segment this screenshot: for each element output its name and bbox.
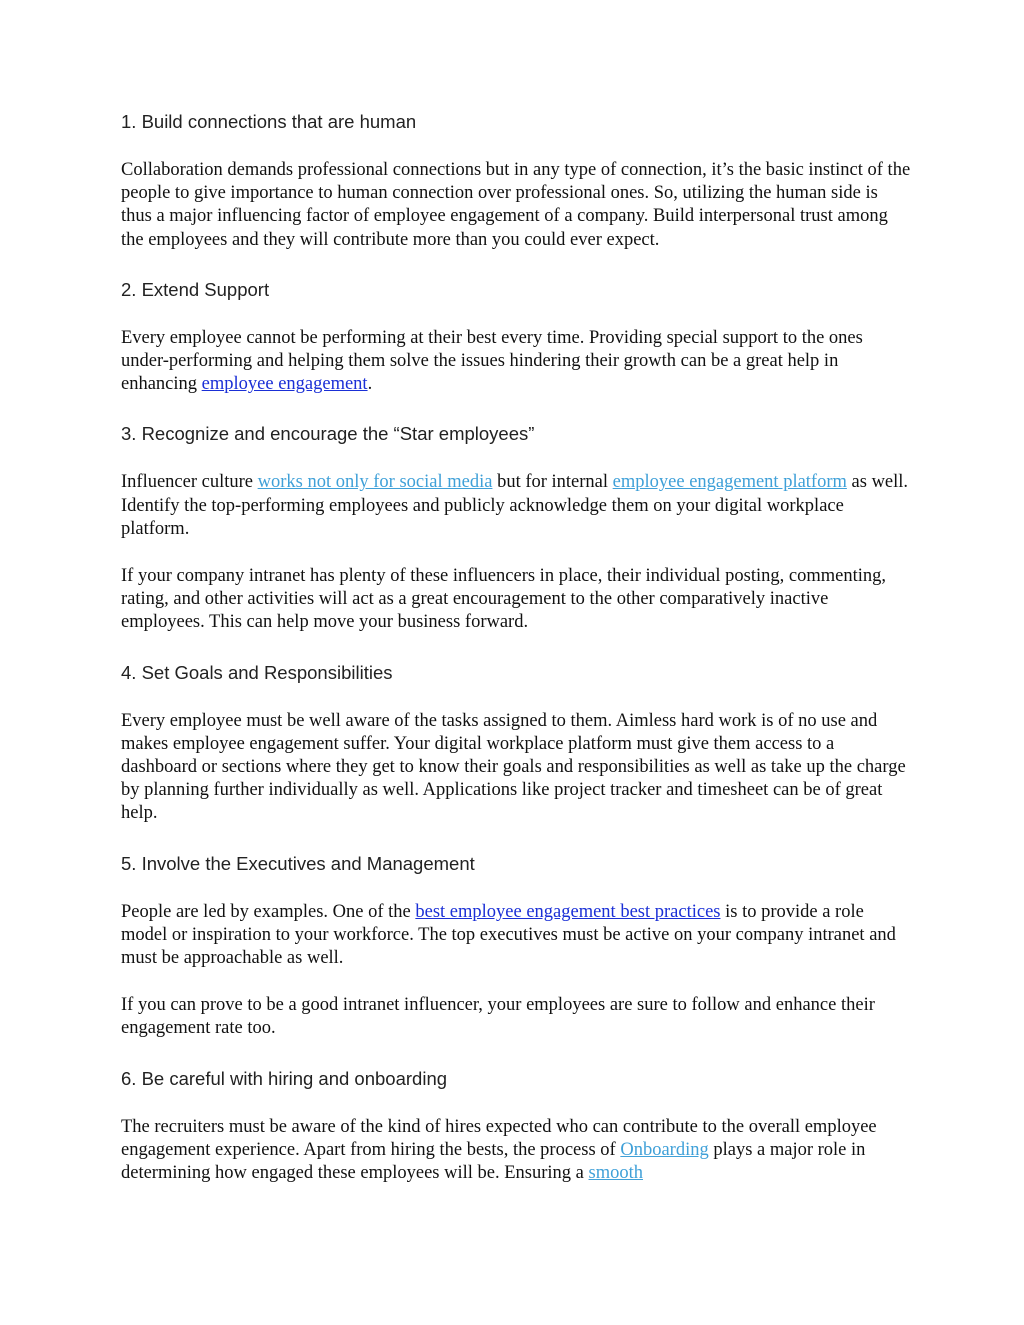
document-page [121,110,911,1209]
section-6-text-before: The recruiters must be aware of the kind of hires expected who can contribute to the overall employee engagement experience. Apart from hiring the bests, the process of [121,1116,877,1160]
section-3-text-after: as well. Identify the top-performing employees and publicly acknowledge them on your digital workplace platform. [121,472,909,539]
section-6-heading: 6. Be careful with hiring and onboarding [121,1067,448,1089]
section-3-paragraph-1 [121,471,911,541]
section-1-paragraph: Collaboration demands professional connections but in any type of connection, it’s the basic instinct of the people to give importance to human connection over professional ones. So, utilizing the human side is thus a major influencing factor of employee engagement of a company. Build interpersonal trust among the employees and they will contribute more than you could ever expect. [121,160,911,250]
section-5-text-before: People are led by examples. One of the [121,901,416,922]
section-6-text-mid: plays a major role in determining how engaged these employees will be. Ensuring a [121,1139,866,1184]
onboarding-link[interactable]: Onboarding [620,1139,709,1160]
section-3-paragraph-2: If your company intranet has plenty of these influencers in place, their individual posting, commenting, rating, and other activities will act as a great encouragement to the other comparatively inactive employees. This can help move your business forward. [121,566,886,633]
section-5-paragraph-2: If you can prove to be a good intranet influencer, your employees are sure to follow and enhance their engagement rate too. [121,995,875,1039]
section-4-paragraph: Every employee must be well aware of the tasks assigned to them. Aimless hard work is of no use and makes employee engagement suffer. Your digital workplace platform must give them access to a dashboard or sections where they get to know their goals and responsibilities as well as take up the charge by planning further individually as well. Applications like project tracker and timesheet can be of great help. [121,710,906,824]
section-2-text-before: Every employee cannot be performing at their best every time. Providing special support to the ones under-performing and helping them solve the issues hindering their growth can be a great help in enhancing [121,327,863,395]
employee-engagement-platform-link[interactable]: employee engagement platform [612,472,847,493]
section-2-paragraph [121,327,911,397]
section-4-heading: 4. Set Goals and Responsibilities [121,661,393,683]
section-3-text-mid: but for internal [492,472,613,493]
section-5-paragraph-1 [121,901,911,971]
section-6-paragraph [121,1116,911,1186]
section-2-heading: 2. Extend Support [121,278,270,300]
section-5-heading: 5. Involve the Executives and Management [121,852,475,874]
smooth-link[interactable]: smooth [588,1163,643,1184]
section-5-text-after: is to provide a role model or inspiration to your workforce. The top executives must be active on your company intranet and must be approachable as well. [121,901,896,969]
section-1-heading: 1. Build connections that are human [121,111,417,132]
social-media-link[interactable]: works not only for social media [257,472,493,493]
section-3-text-before: Influencer culture [121,472,258,493]
section-2-text-after: . [367,374,373,395]
employee-engagement-link[interactable]: employee engagement [201,374,368,395]
best-practices-link[interactable]: best employee engagement best practices [415,901,721,922]
section-3-heading: 3. Recognize and encourage the “Star employees” [121,423,535,445]
